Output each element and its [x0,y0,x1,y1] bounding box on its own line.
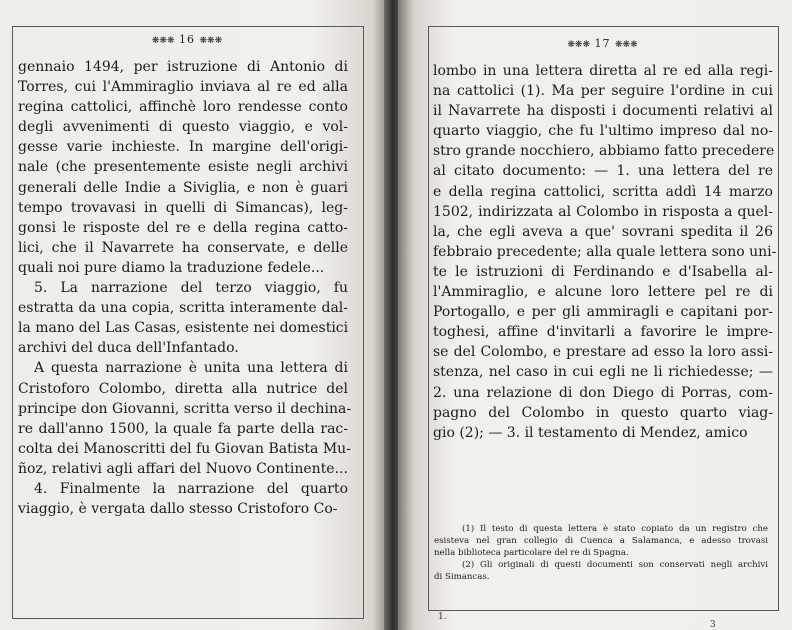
text-line: lici, che il Navarrete ha conservate, e delle [18,239,348,256]
text-line: la, che egli aveva a que' sovrani spedita il 26 [433,223,773,240]
text-line: A questa narrazione è unita una lettera di [34,360,348,377]
text-line: la mano del Las Casas, esistente nei domestici [18,320,349,337]
footnote-line: esisteva nel gran collegio di Cuenca a Salamanca, e adesso trovasi [434,536,768,546]
text-line: toghesi, affine d'invitarli a favorire le impre- [433,324,773,341]
text-line: archivi del duca dell'Infantado. [18,340,239,357]
text-line: al citato documento: — 1. una lettera del re [433,163,773,180]
text-line: colta dei Manoscritti del fu Giovan Batista Mu- [18,440,351,457]
left-page [0,0,388,630]
text-line: se del Colombo, e prestare ad esso la loro assi- [433,344,773,361]
text-line: Portogallo, e per gli ammiragli e capitani por- [433,304,773,321]
right-page-number [428,37,777,50]
text-line: stro grande nocchiero, abbiamo fatto precedere [433,143,775,160]
text-line: nale (che presentemente esiste negli archivi [18,159,348,176]
text-line: Torres, cui l'Ammiraglio inviava al re ed alla [18,79,348,96]
text-line: gonsi le risposte del re e della regina catto- [18,219,348,236]
text-line: principe don Giovanni, scritta verso il dechina- [18,400,352,417]
left-page-number [12,33,362,46]
text-line: quarto viaggio, che fu l'ultimo impreso dal no- [433,123,773,140]
footnote-line: (2) Gli originali di questi documenti son conservati negli archivi [462,560,768,570]
text-line: ñoz, relativi agli affari del Nuovo Continente... [18,460,348,477]
text-line: degli avvenimenti di questo viaggio, e vol- [18,119,348,136]
footnote-line: di Simancas. [434,572,490,582]
text-line: 5. La narrazione del terzo viaggio, fu [34,280,348,297]
text-line: l'Ammiraglio, e alcune loro lettere pel re di [433,284,773,301]
text-line: lombo in una lettera diretta al re ed alla regi- [433,63,773,79]
ornament-icon: ❋❋❋ [615,40,638,50]
text-line: tempo trovavasi in quelli di Simancas), leg- [18,199,348,216]
right-page-body [433,61,777,443]
ornament-icon: ❋❋❋ [567,40,590,50]
footnote-line: nella biblioteca particolare del re di Spagna. [434,548,629,558]
signature-mark: 1. [438,612,447,622]
ornament-icon: ❋❋❋ [199,36,223,46]
text-line: na cattolici (1). Ma per seguire l'ordine in cui [433,83,773,100]
text-line: gennaio 1494, per istruzione di Antonio di [18,59,348,75]
footnote-line: (1) Il testo di questa lettera è stato copiato da un registro che [462,524,768,534]
text-line: pagno del Colombo in questo quarto viag- [433,404,773,421]
page-number: 17 [594,37,611,50]
text-line: quali noi pure diamo la traduzione fedele... [18,259,325,276]
text-line: gesse varie inchieste. In margine dell'origi- [18,139,348,156]
text-line: estratta da una copia, scritta interamente dal- [18,300,348,317]
signature-mark: 3 [710,620,716,630]
text-line: 2. una relazione di don Diego di Porras, com- [433,384,773,401]
footnotes [434,523,768,583]
ornament-icon: ❋❋❋ [151,36,175,46]
text-line: Cristoforo Colombo, diretta alla nutrice del [18,380,348,397]
text-line: febbraio precedente; alla quale lettera sono uni- [433,243,777,260]
text-line: generali delle Indie a Siviglia, e non è guari [18,179,348,196]
text-line: e della regina cattolici, scritta addì 14 marzo [433,183,773,200]
left-page-body [18,57,352,519]
text-line: il Navarrete ha disposti i documenti relativi al [433,103,773,120]
text-line: re dall'anno 1500, la quale fa parte della rac- [18,420,348,437]
text-line: 1502, indirizzata al Colombo in risposta a quel- [433,203,773,220]
page-number: 16 [179,33,195,46]
text-line: 4. Finalmente la narrazione del quarto [34,480,348,497]
text-line: stenza, nel caso in cui egli ne li richiedesse; — [433,364,773,381]
text-line: viaggio, è vergata dallo stesso Cristoforo Co- [18,501,338,518]
text-line: te le istruzioni di Ferdinando e d'Isabella al- [433,263,773,280]
right-page [398,0,792,630]
text-line: gio (2); — 3. il testamento di Mendez, amico [433,424,748,441]
text-line: regina cattolici, affinchè loro rendesse conto [18,99,348,116]
